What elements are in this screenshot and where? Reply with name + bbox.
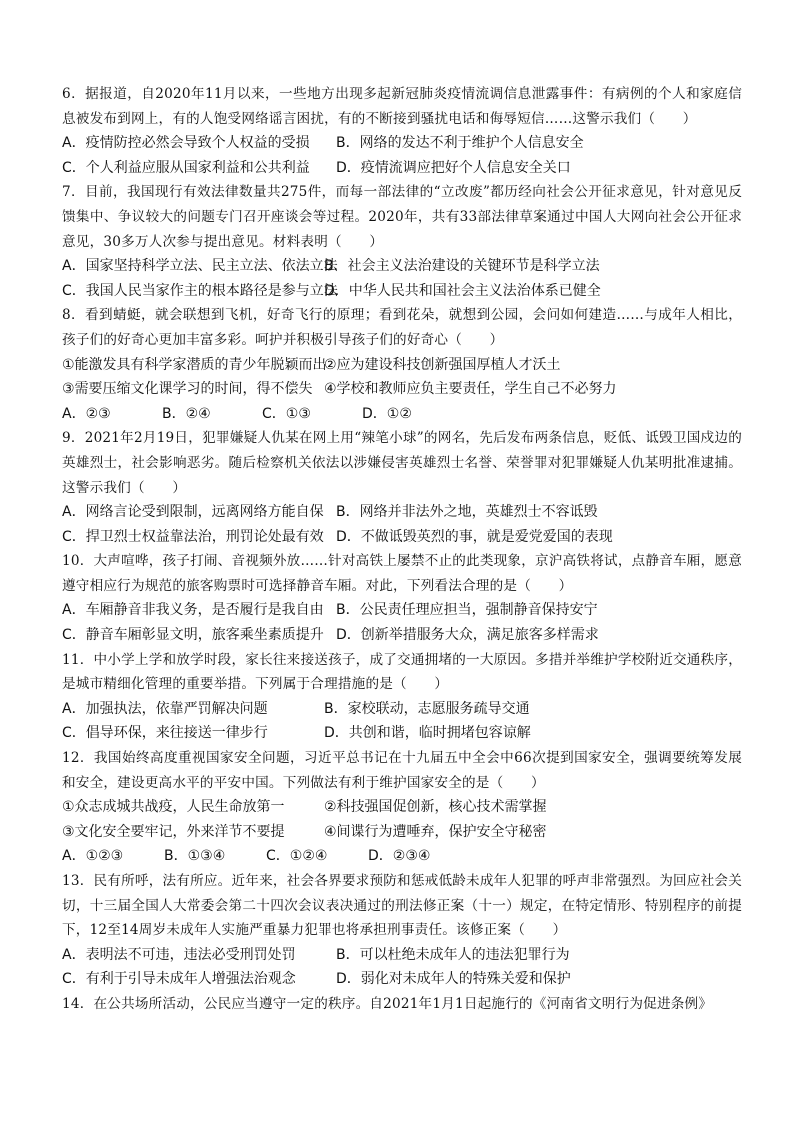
question-stem: 12．我国始终高度重视国家安全问题，习近平总书记在十九届五中全会中66次提到国家安全，强调要统筹发展和安全，建设更高水平的平安中国。下列做法有利于维护国家安全的是（ ） (62, 750, 742, 791)
option-a: A．加强执法，依靠严罚解决问题 (62, 700, 268, 717)
question-stem: 7．目前，我国现行有效法律数量共275件，而每一部法律的“立改废”都历经向社会公开征求意见，针对意见反馈集中、争议较大的问题专门召开座谈会等过程。2020年，共有33部法律草案通过中国人大网向社会公开征求意见，30多万人次参与提出意见。材料表明（ ） (62, 184, 742, 250)
option-d: D．共创和谐，临时拥堵包容谅解 (324, 725, 531, 742)
option-a: A．表明法不可违，违法必受刑罚处罚 (62, 946, 296, 963)
question-14 (62, 992, 742, 1017)
option-b: B．可以杜绝未成年人的违法犯罪行为 (336, 946, 570, 963)
option-b: B．①③④ (164, 848, 226, 865)
question-stem: 10．大声喧哗，孩子打闹、音视频外放……针对高铁上屡禁不止的此类现象，京沪高铁将试，点静音车厢，愿意遵守相应行为规范的旅客购票时可选择静音车厢。对此，下列看法合理的是（ ） (62, 553, 742, 594)
statement-2: ②科技强国促创新，核心技术需掌握 (324, 799, 547, 816)
option-d: D．创新举措服务大众，满足旅客多样需求 (336, 627, 599, 644)
option-d: D．②③④ (368, 848, 431, 865)
question-10 (62, 549, 742, 647)
question-stem: 13．民有所呼，法有所应。近年来，社会各界要求预防和惩戒低龄未成年人犯罪的呼声非常强烈。为回应社会关切，十三届全国人大常委会第二十四次会议表决通过的刑法修正案（十一）规定，在特定情形、特别程序的前提下，12至14周岁未成年人实施严重暴力犯罪也将承担刑事责任。该修正案（ ） (62, 873, 742, 939)
option-c: C．捍卫烈士权益靠法治，刑罚论处最有效 (62, 528, 324, 545)
statement-3: ③需要压缩文化课学习的时间，得不偿失 (62, 381, 313, 398)
option-b: B．公民责任理应担当，强制静音保持安宁 (336, 602, 598, 619)
option-b: B．网络并非法外之地，英雄烈士不容诋毁 (336, 504, 598, 521)
question-stem: 11．中小学上学和放学时段，家长往来接送孩子，成了交通拥堵的一大原因。多措并举维护学校附近交通秩序，是城市精细化管理的重要举措。下列属于合理措施的是（ ） (62, 651, 742, 693)
statement-4: ④间谍行为遭唾弃，保护安全守秘密 (324, 823, 547, 840)
option-c: C．倡导环保，来往接送一律步行 (62, 725, 268, 742)
question-11 (62, 648, 742, 746)
statement-1: ①能激发具有科学家潜质的青少年脱颖而出 (62, 356, 327, 373)
question-6 (62, 82, 742, 180)
option-a: A．网络言论受到限制，远离网络方能自保 (62, 504, 324, 521)
option-a: A．车厢静音非我义务，是否履行是我自由 (62, 602, 324, 619)
option-c: C．①②④ (266, 848, 328, 865)
option-a: A．国家坚持科学立法、民主立法、依法立法 (62, 258, 338, 275)
question-7 (62, 180, 742, 303)
statement-4: ④学校和教师应负主要责任，学生自己不必努力 (324, 381, 617, 398)
option-b: B．②④ (162, 405, 211, 422)
option-d: D．不做诋毁英烈的事，就是爱党爱国的表现 (336, 528, 613, 545)
question-stem: 8．看到蜻蜓，就会联想到飞机，好奇飞行的原理；看到花朵，就想到公园，会问如何建造……与成年人相比，孩子们的好奇心更加丰富多彩。呵护并积极引导孩子们的好奇心（ ） (62, 307, 742, 348)
option-c: C．静音车厢彰显文明，旅客乘坐素质提升 (62, 627, 324, 644)
question-12 (62, 746, 742, 869)
question-stem: 6．据报道，自2020年11月以来，一些地方出现多起新冠肺炎疫情流调信息泄露事件：有病例的个人和家庭信息被发布到网上，有的人饱受网络谣言困扰，有的不断接到骚扰电话和侮辱短信……这警示我们（ ） (62, 86, 742, 127)
question-8 (62, 303, 742, 426)
question-13 (62, 869, 742, 992)
option-a: A．①②③ (62, 848, 124, 865)
option-a: A．疫情防控必然会导致个人权益的受损 (62, 135, 310, 152)
option-c: C．有利于引导未成年人增强法治观念 (62, 971, 296, 988)
option-c: C．①③ (262, 405, 311, 422)
statement-1: ①众志成城共战疫，人民生命放第一 (62, 799, 285, 816)
option-c: C．我国人民当家作主的根本路径是参与立法 (62, 282, 338, 299)
option-b: B．社会主义法治建设的关键环节是科学立法 (324, 258, 600, 275)
option-d: D．疫情流调应把好个人信息安全关口 (336, 159, 571, 176)
option-d: D．①② (362, 405, 412, 422)
option-d: D．中华人民共和国社会主义法治体系已健全 (324, 282, 601, 299)
option-a: A．②③ (62, 405, 111, 422)
exam-page (62, 82, 742, 1017)
option-d: D．弱化对未成年人的特殊关爱和保护 (336, 971, 571, 988)
option-b: B．家校联动，志愿服务疏导交通 (324, 700, 530, 717)
statement-3: ③文化安全要牢记，外来洋节不要提 (62, 823, 285, 840)
question-stem: 9．2021年2月19日，犯罪嫌疑人仇某在网上用“辣笔小球”的网名，先后发布两条信息，贬低、诋毁卫国戍边的英雄烈士，社会影响恶劣。随后检察机关依法以涉嫌侵害英雄烈士名誉、荣誉罪对犯罪嫌疑人仇某明批准逮捕。这警示我们（ ） (62, 430, 742, 496)
question-stem: 14．在公共场所活动，公民应当遵守一定的秩序。自2021年1月1日起施行的《河南省文明行为促进条例》 (62, 995, 713, 1012)
option-c: C．个人利益应服从国家利益和公共利益 (62, 159, 310, 176)
statement-2: ②应为建设科技创新强国厚植人才沃土 (324, 356, 561, 373)
question-9 (62, 426, 742, 549)
option-b: B．网络的发达不利于维护个人信息安全 (336, 135, 584, 152)
